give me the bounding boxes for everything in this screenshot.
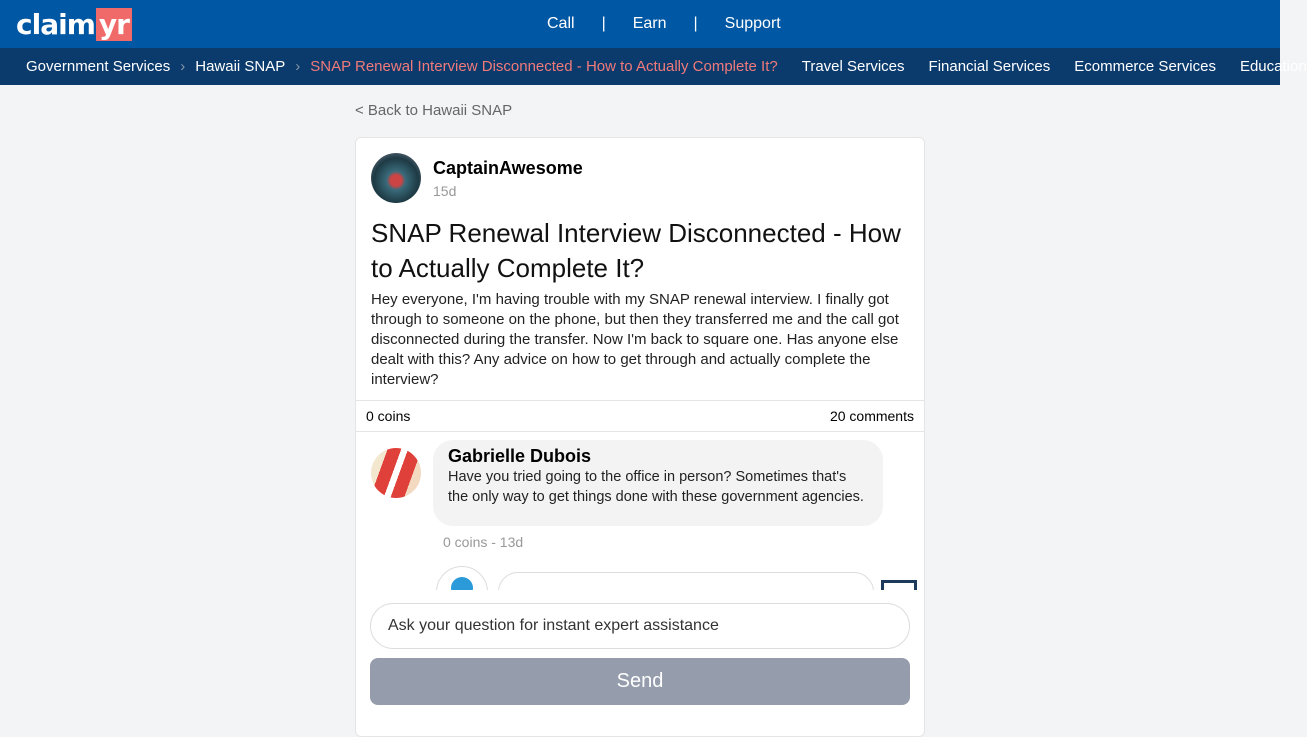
- nav-support[interactable]: Support: [724, 15, 781, 32]
- post-body: Hey everyone, I'm having trouble with my SNAP renewal interview. I finally got through to someone on the phone, but then they transferred me and the call got disconnected during the transfer. Now I'm back to square one. Has anyone else dealt with this? Any advice on how to get through and actually complete the interview?: [371, 291, 899, 388]
- claimyr-logo[interactable]: [16, 8, 132, 41]
- logo-text: claim: [16, 8, 95, 41]
- divider: |: [601, 15, 606, 32]
- category-ecommerce[interactable]: Ecommerce Services: [1074, 58, 1216, 75]
- post-author[interactable]: CaptainAwesome: [433, 158, 583, 178]
- comment-bubble: [433, 440, 883, 526]
- top-nav: [520, 15, 808, 33]
- logo-accent: yr: [96, 8, 132, 41]
- breadcrumb-current[interactable]: SNAP Renewal Interview Disconnected - How to Actually Complete It?: [310, 58, 778, 75]
- send-button[interactable]: Send: [370, 658, 910, 705]
- post-age: 15d: [433, 183, 457, 199]
- comment-meta: 0 coins - 13d: [443, 534, 524, 550]
- ask-question-input[interactable]: Ask your question for instant expert assistance: [370, 603, 910, 649]
- top-bar: [0, 0, 1280, 48]
- chevron-right-icon: ›: [295, 58, 301, 75]
- category-travel[interactable]: Travel Services: [801, 58, 905, 75]
- back-link[interactable]: < Back to Hawaii SNAP: [355, 102, 513, 119]
- nav-call[interactable]: Call: [547, 15, 575, 32]
- comment-text: Have you tried going to the office in person? Sometimes that's the only way to get things done with these government agencies.: [448, 469, 864, 505]
- post-stats: [356, 400, 924, 432]
- category-education[interactable]: Education: [1239, 58, 1307, 75]
- post-title: SNAP Renewal Interview Disconnected - How to Actually Complete It?: [371, 218, 901, 283]
- comments-count[interactable]: 20 comments: [829, 408, 914, 424]
- category-financial[interactable]: Financial Services: [928, 58, 1051, 75]
- breadcrumb: [0, 48, 1307, 85]
- breadcrumb-hawaii-snap[interactable]: Hawaii SNAP: [195, 58, 286, 75]
- chevron-right-icon: ›: [180, 58, 186, 75]
- comment-author[interactable]: Gabrielle Dubois: [448, 446, 592, 466]
- nav-earn[interactable]: Earn: [632, 15, 667, 32]
- divider: |: [693, 15, 698, 32]
- comment-avatar[interactable]: [371, 448, 421, 498]
- breadcrumb-government-services[interactable]: Government Services: [26, 58, 171, 75]
- coins-count: 0 coins: [366, 408, 411, 424]
- avatar[interactable]: [371, 153, 421, 203]
